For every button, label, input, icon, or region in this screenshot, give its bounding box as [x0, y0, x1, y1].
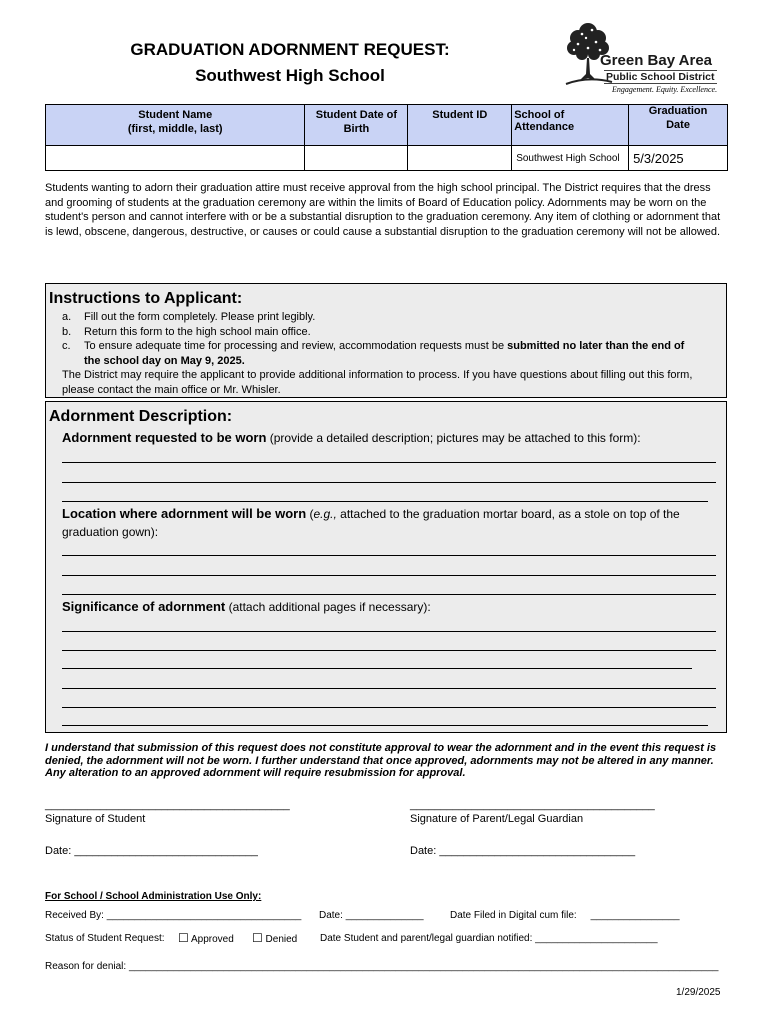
- denied-checkbox[interactable]: ☐ Denied: [252, 931, 298, 945]
- district-logo: [560, 18, 730, 92]
- admin-date-field[interactable]: Date: ______________: [319, 910, 424, 921]
- school-field[interactable]: Southwest High School: [512, 146, 629, 171]
- guardian-signature-label: Signature of Parent/Legal Guardian: [410, 813, 584, 825]
- acknowledgement-text: I understand that submission of this request does not constitute approval to wear the adornment and in the event this request is denied, the adornment will not be worn. I further understand that once approved, adornments may not be altered in any manner. Any alteration to an approved adornment will require resubmission for approval.: [45, 742, 717, 779]
- logo-district-name: Green Bay Area: [600, 52, 713, 69]
- school-name-title: Southwest High School: [195, 66, 385, 85]
- student-info-table: [45, 104, 728, 171]
- form-title: GRADUATION ADORNMENT REQUEST:: [130, 40, 450, 59]
- answer-line[interactable]: [62, 462, 716, 463]
- answer-line[interactable]: [62, 631, 716, 632]
- answer-line[interactable]: [62, 725, 708, 726]
- status-label: Status of Student Request:: [45, 933, 165, 944]
- student-date-field[interactable]: Date: ______________________________: [45, 845, 258, 857]
- adornment-box: [45, 401, 727, 733]
- answer-line[interactable]: [62, 650, 716, 651]
- logo-district-subname: Public School District: [606, 71, 715, 83]
- header-student-id: Student ID: [408, 105, 512, 146]
- answer-line[interactable]: [62, 575, 716, 576]
- instructions-note: The District may require the applicant to provide additional information to process. If you have questions about filling out this form, please contact the main office or Mr. Whisler.: [62, 369, 693, 396]
- student-name-field[interactable]: [46, 146, 305, 171]
- instructions-box: [45, 283, 727, 398]
- instructions-list: [62, 310, 722, 368]
- approved-checkbox[interactable]: ☐ Approved: [178, 931, 234, 945]
- adornment-heading: Adornment Description:: [49, 408, 233, 425]
- header-school: School of Attendance: [512, 105, 629, 146]
- list-item: a. Fill out the form completely. Please print legibly.: [62, 311, 316, 323]
- guardian-date-field[interactable]: Date: ________________________________: [410, 845, 636, 857]
- answer-line[interactable]: [62, 482, 716, 483]
- instructions-heading: Instructions to Applicant:: [49, 290, 243, 307]
- date-filed-field[interactable]: Date Filed in Digital cum file: ________________: [450, 910, 680, 921]
- table-row: [46, 146, 728, 171]
- answer-line[interactable]: [62, 707, 716, 708]
- answer-line[interactable]: [62, 668, 692, 669]
- list-item: b. Return this form to the high school main office.: [62, 325, 311, 338]
- list-item-continued: the school day on May 9, 2025.: [84, 354, 245, 367]
- header-student-name: Student Name (first, middle, last): [46, 105, 305, 146]
- guardian-signature-line[interactable]: ________________________________________: [410, 799, 655, 811]
- intro-paragraph: Students wanting to adorn their graduation attire must receive approval from the high school principal. The District requires that the dress and grooming of students at the graduation ceremony are within the limits of Board of Education policy. Adornments may be worn on the student's person and cannot interfere with or be a substantial disruption to the graduation ceremony. Any item of clothing or adornment that is lewd, obscene, dangerous, destructive, or causes or could cause a substantial disruption to the graduation ceremony will not be allowed.: [45, 182, 721, 238]
- answer-line[interactable]: [62, 501, 708, 502]
- student-signature-label: Signature of Student: [45, 813, 146, 825]
- revision-date: 1/29/2025: [676, 987, 721, 998]
- answer-line[interactable]: [62, 688, 716, 689]
- grad-date-field[interactable]: 5/3/2025: [629, 146, 728, 171]
- checkbox-icon: ☐: [252, 931, 263, 945]
- checkbox-icon: ☐: [178, 931, 189, 945]
- dob-field[interactable]: [305, 146, 408, 171]
- q-location: Location where adornment will be worn (e.g., attached to the graduation mortar board, as a stole on top of the graduation gown):: [62, 506, 680, 539]
- logo-tagline: Engagement. Equity. Excellence.: [612, 85, 718, 94]
- header-grad-date: Graduation Date: [629, 105, 728, 146]
- q-significance: Significance of adornment (attach additional pages if necessary):: [62, 599, 431, 614]
- reason-for-denial-field[interactable]: Reason for denial: __________________________________________________________________________________________________________: [45, 961, 719, 972]
- list-item: c. To ensure adequate time for processing and review, accommodation requests must be submitted no later than the end of: [62, 340, 685, 353]
- q-adornment-requested: Adornment requested to be worn (provide a detailed description; pictures may be attached to this form):: [62, 430, 641, 445]
- notified-date-field[interactable]: Date Student and parent/legal guardian notified: ______________________: [320, 933, 658, 944]
- received-by-field[interactable]: Received By: ___________________________________: [45, 910, 302, 921]
- answer-line[interactable]: [62, 594, 716, 595]
- student-id-field[interactable]: [408, 146, 512, 171]
- admin-heading: For School / School Administration Use Only:: [45, 891, 262, 902]
- header-dob: Student Date of Birth: [305, 105, 408, 146]
- answer-line[interactable]: [62, 555, 716, 556]
- student-signature-line[interactable]: ________________________________________: [45, 799, 290, 811]
